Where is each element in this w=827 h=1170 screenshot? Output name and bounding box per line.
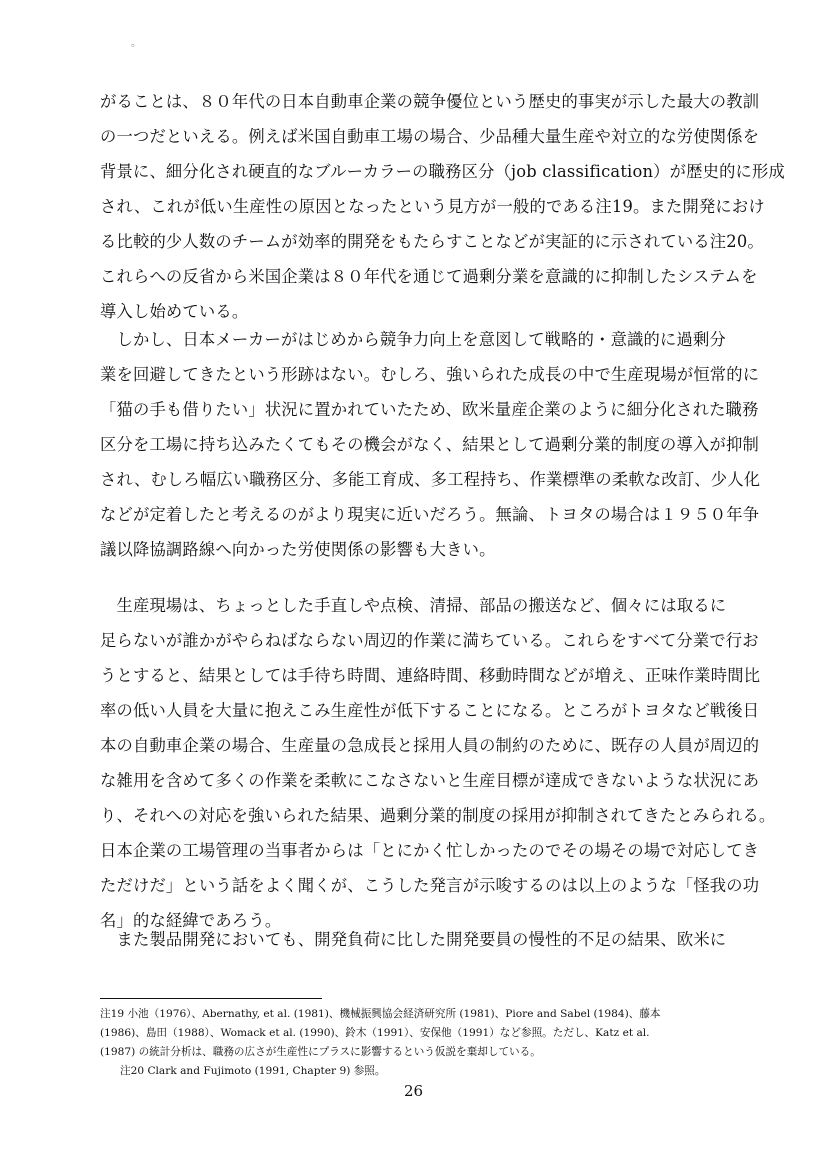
- footnote-divider: [100, 998, 322, 999]
- text-line: がることは、８０年代の日本自動車企業の競争優位という歴史的事実が示した最大の教訓: [100, 92, 760, 111]
- footnote-line: (1987) の統計分析は、職務の広さが生産性にプラスに影響するという仮説を棄却している。: [100, 1046, 541, 1058]
- text-line: 「猫の手も借りたい」状況に置かれていたため、欧米量産企業のように細分化された職務: [100, 400, 759, 419]
- text-line: などが定着したと考えるのがより現実に近いだろう。無論、トヨタの場合は１９５０年争: [100, 505, 760, 524]
- footnote-line: 注19 小池（1976）、Abernathy, et al. (1981)、機械振興協会経済研究所 (1981)、Piore and Sabel (1984)、藤本: [100, 1008, 661, 1020]
- page-number: 26: [403, 1082, 424, 1100]
- text-line: しかし、日本メーカーがはじめから競争力向上を意図して戦略的・意識的に過剰分: [100, 330, 726, 349]
- paragraph-3: [100, 588, 780, 938]
- text-line: り、それへの対応を強いられた結果、過剰分業的制度の採用が抑制されてきたとみられる。: [100, 806, 776, 825]
- text-line: 足らないが誰かがやらねばならない周辺的作業に満ちている。これらをすべて分業で行お: [100, 631, 759, 650]
- text-line: これらへの反省から米国企業は８０年代を通じて過剰分業を意識的に抑制したシステムを: [100, 267, 758, 286]
- text-line: 議以降協調路線へ向かった労使関係の影響も大きい。: [100, 540, 496, 559]
- text-line: ただけだ」という話をよく聞くが、こうした発言が示唆するのは以上のような「怪我の功: [100, 876, 760, 895]
- paragraph-2: [100, 322, 780, 567]
- text-line: され、これが低い生産性の原因となったという見方が一般的である注19。また開発におけ: [100, 197, 765, 216]
- text-line: 本の自動車企業の場合、生産量の急成長と採用人員の制約のために、既存の人員が周辺的: [100, 736, 760, 755]
- text-line: 導入し始めている。: [100, 302, 249, 321]
- text-line: また製品開発においても、開発負荷に比した開発要員の慢性的不足の結果、欧米に: [100, 930, 727, 949]
- text-line: 区分を工場に持ち込みたくてもその機会がなく、結果として過剰分業的制度の導入が抑制: [100, 435, 759, 454]
- text-line: 名」的な経緯であろう。: [100, 911, 282, 930]
- scan-mark: 。: [131, 38, 141, 49]
- footnotes: [100, 1005, 790, 1081]
- text-line: 率の低い人員を大量に抱えこみ生産性が低下することになる。ところがトヨタなど戦後日: [100, 701, 760, 720]
- text-line: る比較的少人数のチームが効率的開発をもたらすことなどが実証的に示されている注20。: [100, 232, 764, 251]
- paragraph-4: [100, 922, 780, 957]
- footnote-line: (1986)、島田（1988）、Womack et al. (1990)、鈴木（1991）、安保他（1991）など参照。ただし、Katz et al.: [100, 1027, 650, 1039]
- text-line: な雑用を含めて多くの作業を柔軟にこなさないと生産目標が達成できないような状況にあ: [100, 771, 760, 790]
- text-line: 日本企業の工場管理の当事者からは「とにかく忙しかったのでその場その場で対応してき: [100, 841, 760, 860]
- text-line: 業を回避してきたという形跡はない。むしろ、強いられた成長の中で生産現場が恒常的に: [100, 365, 760, 384]
- text-line: され、むしろ幅広い職務区分、多能工育成、多工程持ち、作業標準の柔軟な改訂、少人化: [100, 470, 761, 489]
- text-line: の一つだといえる。例えば米国自動車工場の場合、少品種大量生産や対立的な労使関係を: [100, 127, 760, 146]
- footnote-line: 注20 Clark and Fujimoto (1991, Chapter 9) 参照。: [120, 1065, 386, 1077]
- text-line: 背景に、細分化され硬直的なブルーカラーの職務区分（job classification）が歴史的に形成: [100, 162, 786, 181]
- text-line: うとすると、結果としては手待ち時間、連絡時間、移動時間などが増え、正味作業時間比: [100, 666, 761, 685]
- paragraph-1: [100, 84, 786, 329]
- text-line: 生産現場は、ちょっとした手直しや点検、清掃、部品の搬送など、個々には取るに: [100, 596, 727, 615]
